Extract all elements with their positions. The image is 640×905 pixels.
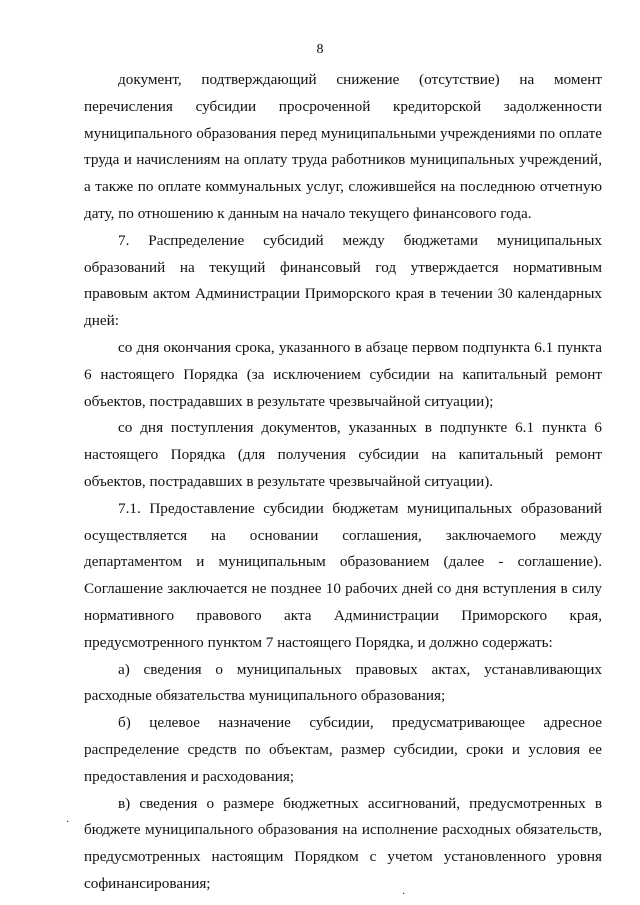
- scan-speck: ·: [66, 817, 70, 828]
- page-number: 8: [316, 42, 324, 57]
- paragraph-item-7-deadline-2: со дня поступления документов, указанных в подпункте 6.1 пункта 6 настоящего Порядка (для получения субсидии на капитальный ремонт объектов, пострадавших в результате чрезвычайной ситуации).: [84, 419, 602, 490]
- document-body: [84, 67, 602, 898]
- paragraph-item-7-1: 7.1. Предоставление субсидии бюджетам муниципальных образований осуществляется на основании соглашения, заключаемого между департаментом и муниципальным образованием (далее - соглашение). Соглашение заключается не позднее 10 рабочих дней со дня вступления в силу нормативного правового акта Администрации Приморского края, предусмотренного пунктом 7 настоящего Порядка, и должно содержать:: [84, 499, 602, 651]
- paragraph-subitem-a: а) сведения о муниципальных правовых актах, устанавливающих расходные обязательства муниципального образования;: [84, 660, 602, 705]
- paragraph-subitem-b: б) целевое назначение субсидии, предусматривающее адресное распределение средств по объектам, размер субсидии, сроки и условия ее предоставления и расходования;: [84, 714, 602, 785]
- paragraph-item-7-deadline-1: со дня окончания срока, указанного в абзаце первом подпункта 6.1 пункта 6 настоящего Порядка (за исключением субсидии на капитальный ремонт объектов, пострадавших в результате чрезвычайной ситуации);: [84, 338, 602, 410]
- paragraph-continuation: документ, подтверждающий снижение (отсутствие) на момент перечисления субсидии просроченной кредиторской задолженности муниципального образования перед муниципальными учреждениями по оплате труда и начислениям на оплату труда работников муниципальных учреждений, а также по оплате коммунальных услуг, сложившейся на последнюю отчетную дату, по отношению к данным на начало текущего финансового года.: [84, 71, 602, 222]
- paragraph-subitem-v: в) сведения о размере бюджетных ассигнований, предусмотренных в бюджете муниципального образования на исполнение расходных обязательств, предусмотренных настоящим Порядком с учетом установленного уровня софинансирования;: [84, 794, 602, 892]
- paragraph-item-7: 7. Распределение субсидий между бюджетами муниципальных образований на текущий финансовый год утверждается нормативным правовым актом Администрации Приморского края в течении 30 календарных дней:: [84, 231, 602, 330]
- scan-speck: ·: [402, 889, 406, 900]
